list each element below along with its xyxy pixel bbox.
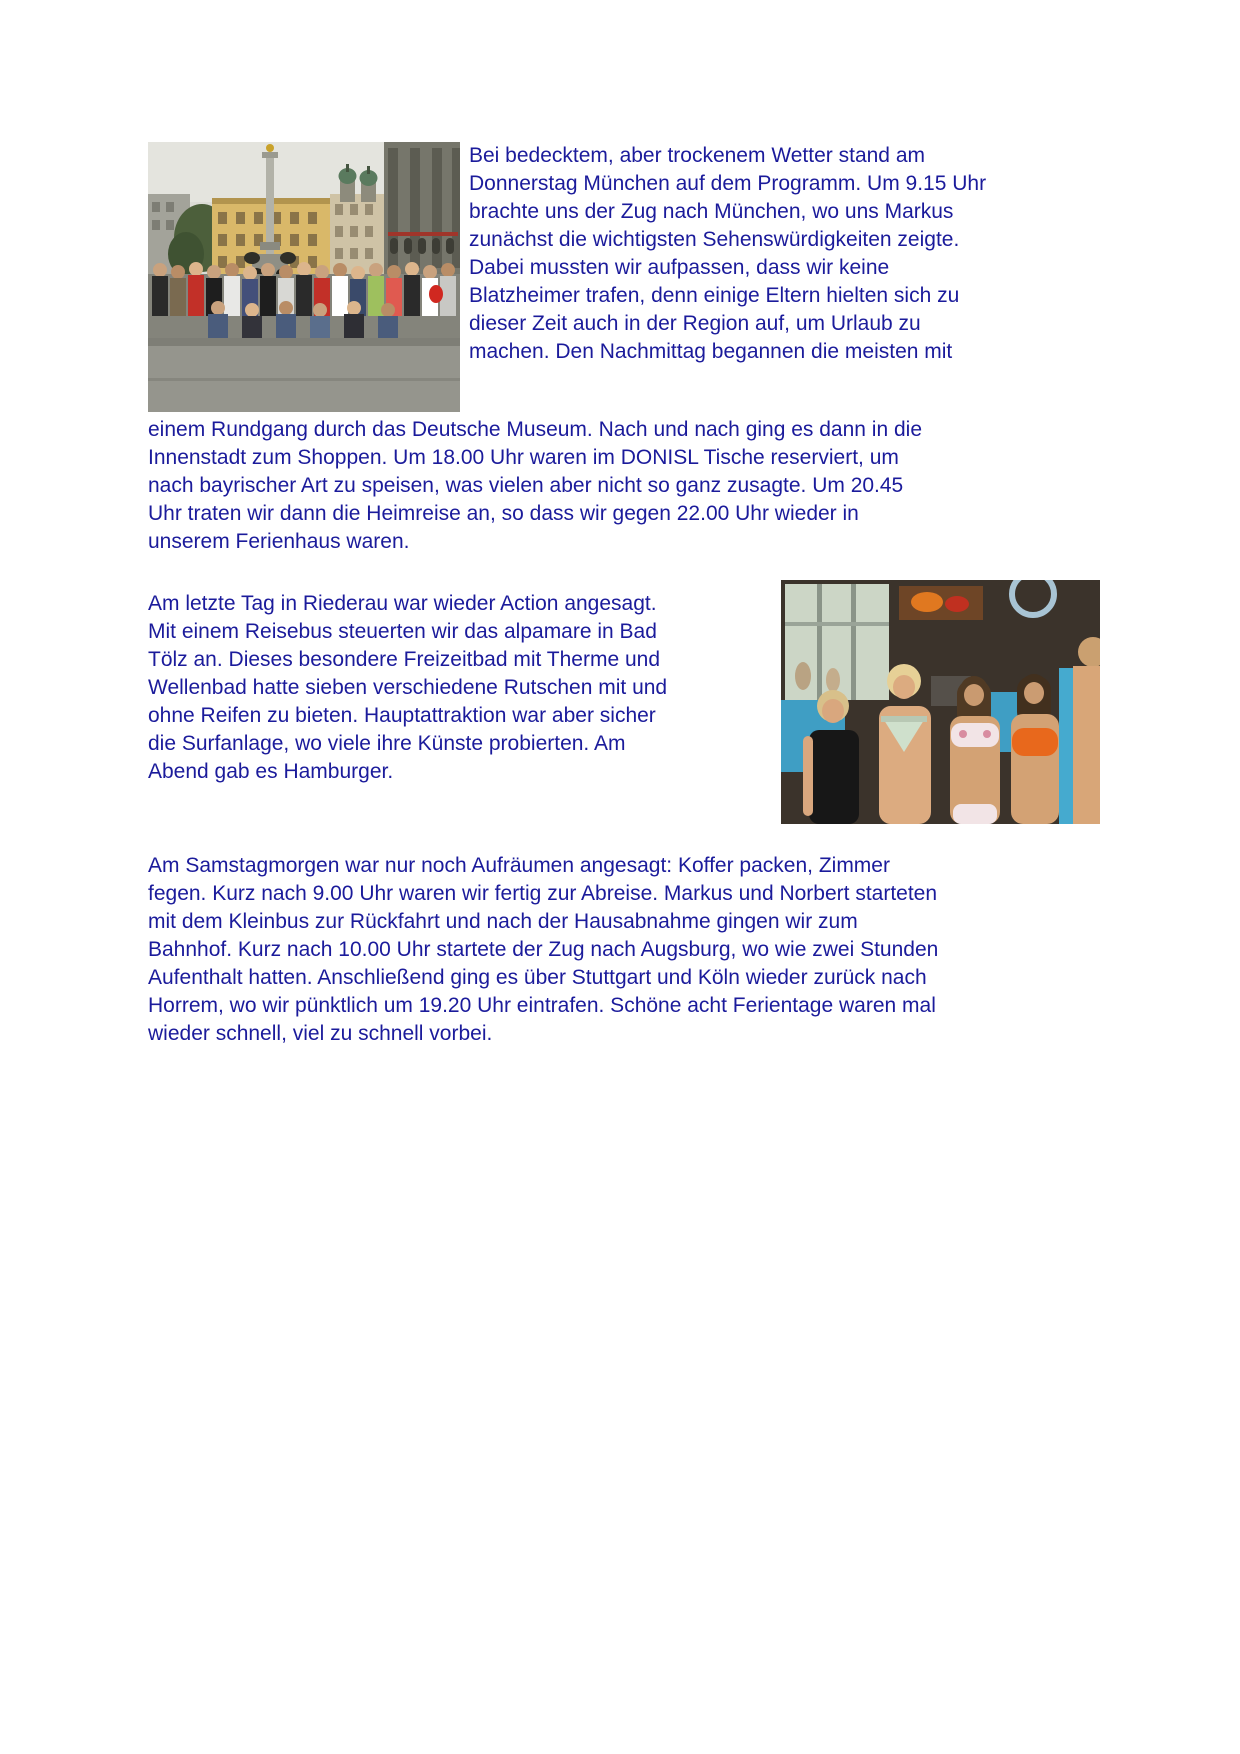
text-line: Abend gab es Hamburger.	[148, 760, 394, 783]
munich-group-photo	[148, 142, 460, 412]
text-line: Mit einem Reisebus steuerten wir das alpamare in Bad	[148, 620, 657, 643]
text-line: Blatzheimer trafen, denn einige Eltern hielten sich zu	[469, 284, 960, 307]
text-line: machen. Den Nachmittag begannen die meisten mit	[469, 340, 953, 363]
paragraph-munich	[148, 0, 1100, 556]
text-line: dieser Zeit auch in der Region auf, um Urlaub zu	[469, 312, 921, 335]
text-line: Wellenbad hatte sieben verschiedene Rutschen mit und	[148, 676, 668, 699]
pavement	[148, 338, 460, 412]
text-line: Donnerstag München auf dem Programm. Um 9.15 Uhr	[469, 172, 987, 195]
text-line: mit dem Kleinbus zur Rückfahrt und nach der Hausabnahme gingen wir zum	[148, 910, 858, 933]
text-line: nach bayrischer Art zu speisen, was vielen aber nicht so ganz zusagte. Um 20.45	[148, 474, 904, 497]
crowd	[148, 262, 460, 344]
paragraph-alpamare	[148, 590, 1100, 786]
alpamare-pool-photo	[781, 580, 1100, 824]
paragraph-departure	[148, 840, 1100, 1048]
text-line: Am letzte Tag in Riederau war wieder Action angesagt.	[148, 592, 657, 615]
text-line: Am Samstagmorgen war nur noch Aufräumen angesagt: Koffer packen, Zimmer	[148, 854, 890, 877]
text-line: Innenstadt zum Shoppen. Um 18.00 Uhr waren im DONISL Tische reserviert, um	[148, 446, 899, 469]
text-line: einem Rundgang durch das Deutsche Museum. Nach und nach ging es dann in die	[148, 418, 922, 441]
document-content	[148, 0, 1100, 1048]
text-line: Aufenthalt hatten. Anschließend ging es über Stuttgart und Köln wieder zurück nach	[148, 966, 927, 989]
text-line: ohne Reifen zu bieten. Hauptattraktion war aber sicher	[148, 704, 656, 727]
town-hall-facade	[384, 142, 460, 278]
sign	[899, 586, 983, 620]
text-line: Tölz an. Dieses besondere Freizeitbad mit Therme und	[148, 648, 661, 671]
text-line: Dabei mussten wir aufpassen, dass wir keine	[469, 256, 890, 279]
text-line: die Surfanlage, wo viele ihre Künste probierten. Am	[148, 732, 626, 755]
text-line: zunächst die wichtigsten Sehenswürdigkeiten zeigte.	[469, 228, 960, 251]
text-line: Horrem, wo wir pünktlich um 19.20 Uhr eintrafen. Schöne acht Ferientage waren mal	[148, 994, 936, 1017]
text-line: unserem Ferienhaus waren.	[148, 530, 410, 553]
text-line: Bei bedecktem, aber trockenem Wetter stand am	[469, 144, 925, 167]
text-line: wieder schnell, viel zu schnell vorbei.	[148, 1022, 493, 1045]
text-line: Uhr traten wir dann die Heimreise an, so dass wir gegen 22.00 Uhr wieder in	[148, 502, 859, 525]
beige-building	[330, 194, 384, 274]
glass-wall	[785, 584, 889, 700]
text-line: fegen. Kurz nach 9.00 Uhr waren wir fertig zur Abreise. Markus und Norbert starteten	[148, 882, 938, 905]
text-line: Bahnhof. Kurz nach 10.00 Uhr startete der Zug nach Augsburg, wo wie zwei Stunden	[148, 938, 939, 961]
text-line: brachte uns der Zug nach München, wo uns Markus	[469, 200, 954, 223]
